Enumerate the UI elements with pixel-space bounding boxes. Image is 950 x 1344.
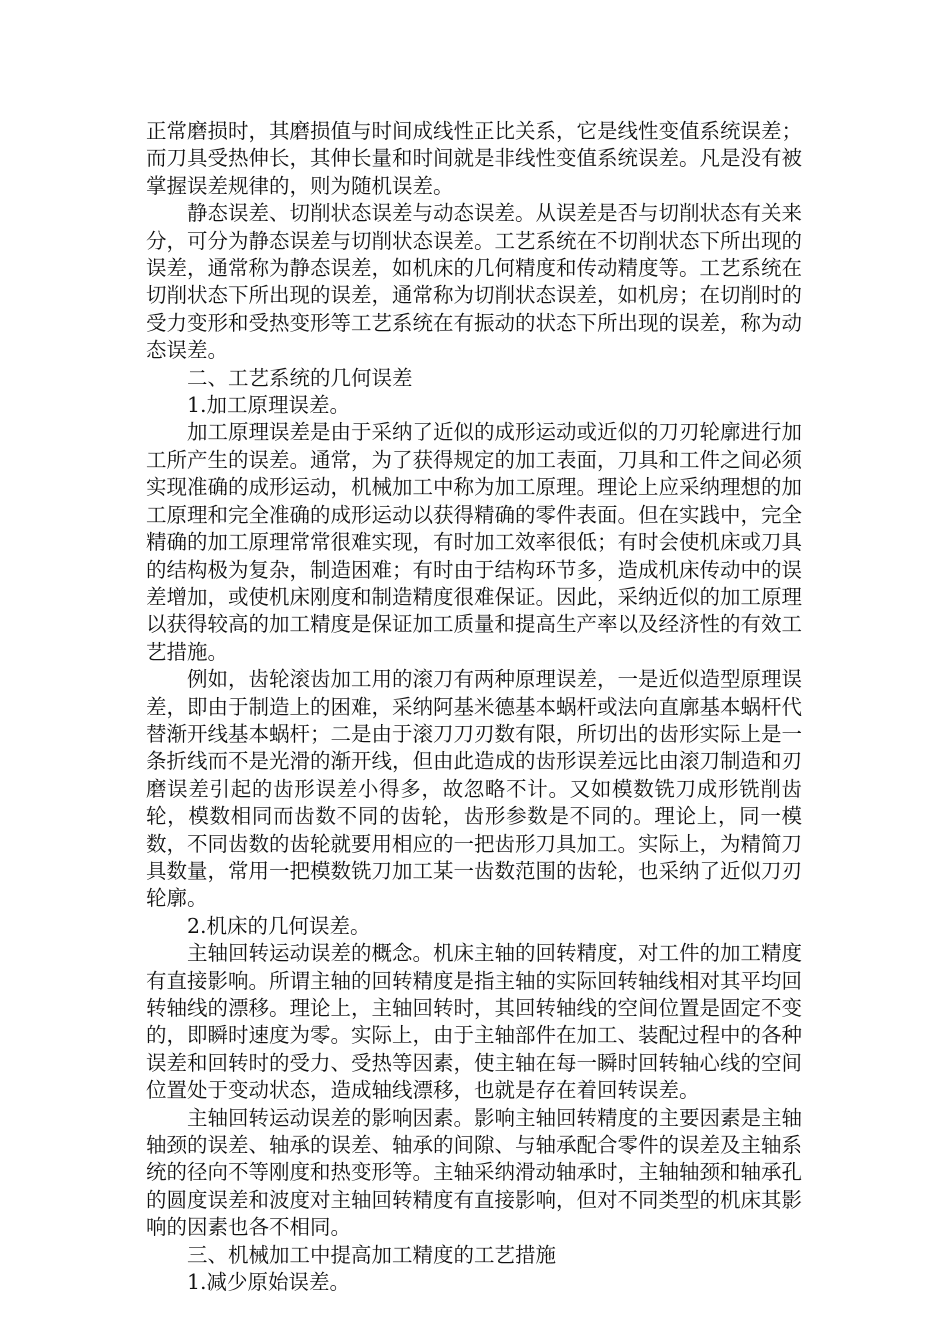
subsection-heading-machine-error: 2.机床的几何误差。: [187, 913, 371, 938]
subsection-heading-principle-error: 1.加工原理误差。: [187, 393, 351, 418]
section-heading-precision-measures: 三、机械加工中提高加工精度的工艺措施: [187, 1242, 556, 1267]
paragraph-spindle-concept: 主轴回转运动误差的概念。机床主轴的回转精度，对工件的加工精度有直接影响。所谓主轴的回转精度是指主轴的实际回转轴线相对其平均回转轴线的漂移。理论上，主轴回转时，其回转轴线的空间位置是固定不变的，即瞬时速度为零。实际上，由于主轴部件在加工、装配过程中的各种误差和回转时的受力、受热等因素，使主轴在每一瞬时回转轴心线的空间位置处于变动状态，造成轴线漂移，也就是存在着回转误差。: [146, 941, 802, 1103]
paragraph-error-classification: 正常磨损时，其磨损值与时间成线性正比关系，它是线性变值系统误差；而刀具受热伸长，其伸长量和时间就是非线性变值系统误差。凡是没有被掌握误差规律的，则为随机误差。: [146, 119, 802, 198]
paragraph-principle-error: 加工原理误差是由于采纳了近似的成形运动或近似的刀刃轮廓进行加工所产生的误差。通常，为了获得规定的加工表面，刀具和工件之间必须实现准确的成形运动，机械加工中称为加工原理。理论上应采纳理想的加工原理和完全准确的成形运动以获得精确的零件表面。但在实践中，完全精确的加工原理常常很难实现，有时加工效率很低；有时会使机床或刀具的结构极为复杂，制造困难；有时由于结构环节多，造成机床传动中的误差增加，或使机床刚度和制造精度很难保证。因此，采纳近似的加工原理以获得较高的加工精度是保证加工质量和提高生产率以及经济性的有效工艺措施。: [146, 420, 802, 664]
paragraph-spindle-factors: 主轴回转运动误差的影响因素。影响主轴回转精度的主要因素是主轴轴颈的误差、轴承的误差、轴承的间隙、与轴承配合零件的误差及主轴系统的径向不等刚度和热变形等。主轴采纳滑动轴承时，主轴轴颈和轴承孔的圆度误差和波度对主轴回转精度有直接影响，但对不同类型的机床其影响的因素也各不相同。: [146, 1105, 802, 1240]
document-page: [146, 118, 802, 1296]
paragraph-static-dynamic-error: 静态误差、切削状态误差与动态误差。从误差是否与切削状态有关来分，可分为静态误差与切削状态误差。工艺系统在不切削状态下所出现的误差，通常称为静态误差，如机床的几何精度和传动精度等。工艺系统在切削状态下所出现的误差，通常称为切削状态误差，如机房；在切削时的受力变形和受热变形等工艺系统在有振动的状态下所出现的误差，称为动态误差。: [146, 201, 802, 363]
section-heading-geometric-error: 二、工艺系统的几何误差: [187, 365, 413, 390]
subsection-heading-reduce-error: 1.减少原始误差。: [187, 1270, 351, 1295]
paragraph-hob-example: 例如，齿轮滚齿加工用的滚刀有两种原理误差，一是近似造型原理误差，即由于制造上的困难，采纳阿基米德基本蜗杆或法向直廓基本蜗杆代替渐开线基本蜗杆；二是由于滚刀刀刃数有限，所切出的齿形实际上是一条折线而不是光滑的渐开线，但由此造成的齿形误差远比由滚刀制造和刃磨误差引起的齿形误差小得多，故忽略不计。又如模数铣刀成形铣削齿轮，模数相同而齿数不同的齿轮，齿形参数是不同的。理论上，同一模数，不同齿数的齿轮就要用相应的一把齿形刀具加工。实际上，为精简刀具数量，常用一把模数铣刀加工某一齿数范围的齿轮，也采纳了近似刀刃轮廓。: [146, 667, 802, 911]
